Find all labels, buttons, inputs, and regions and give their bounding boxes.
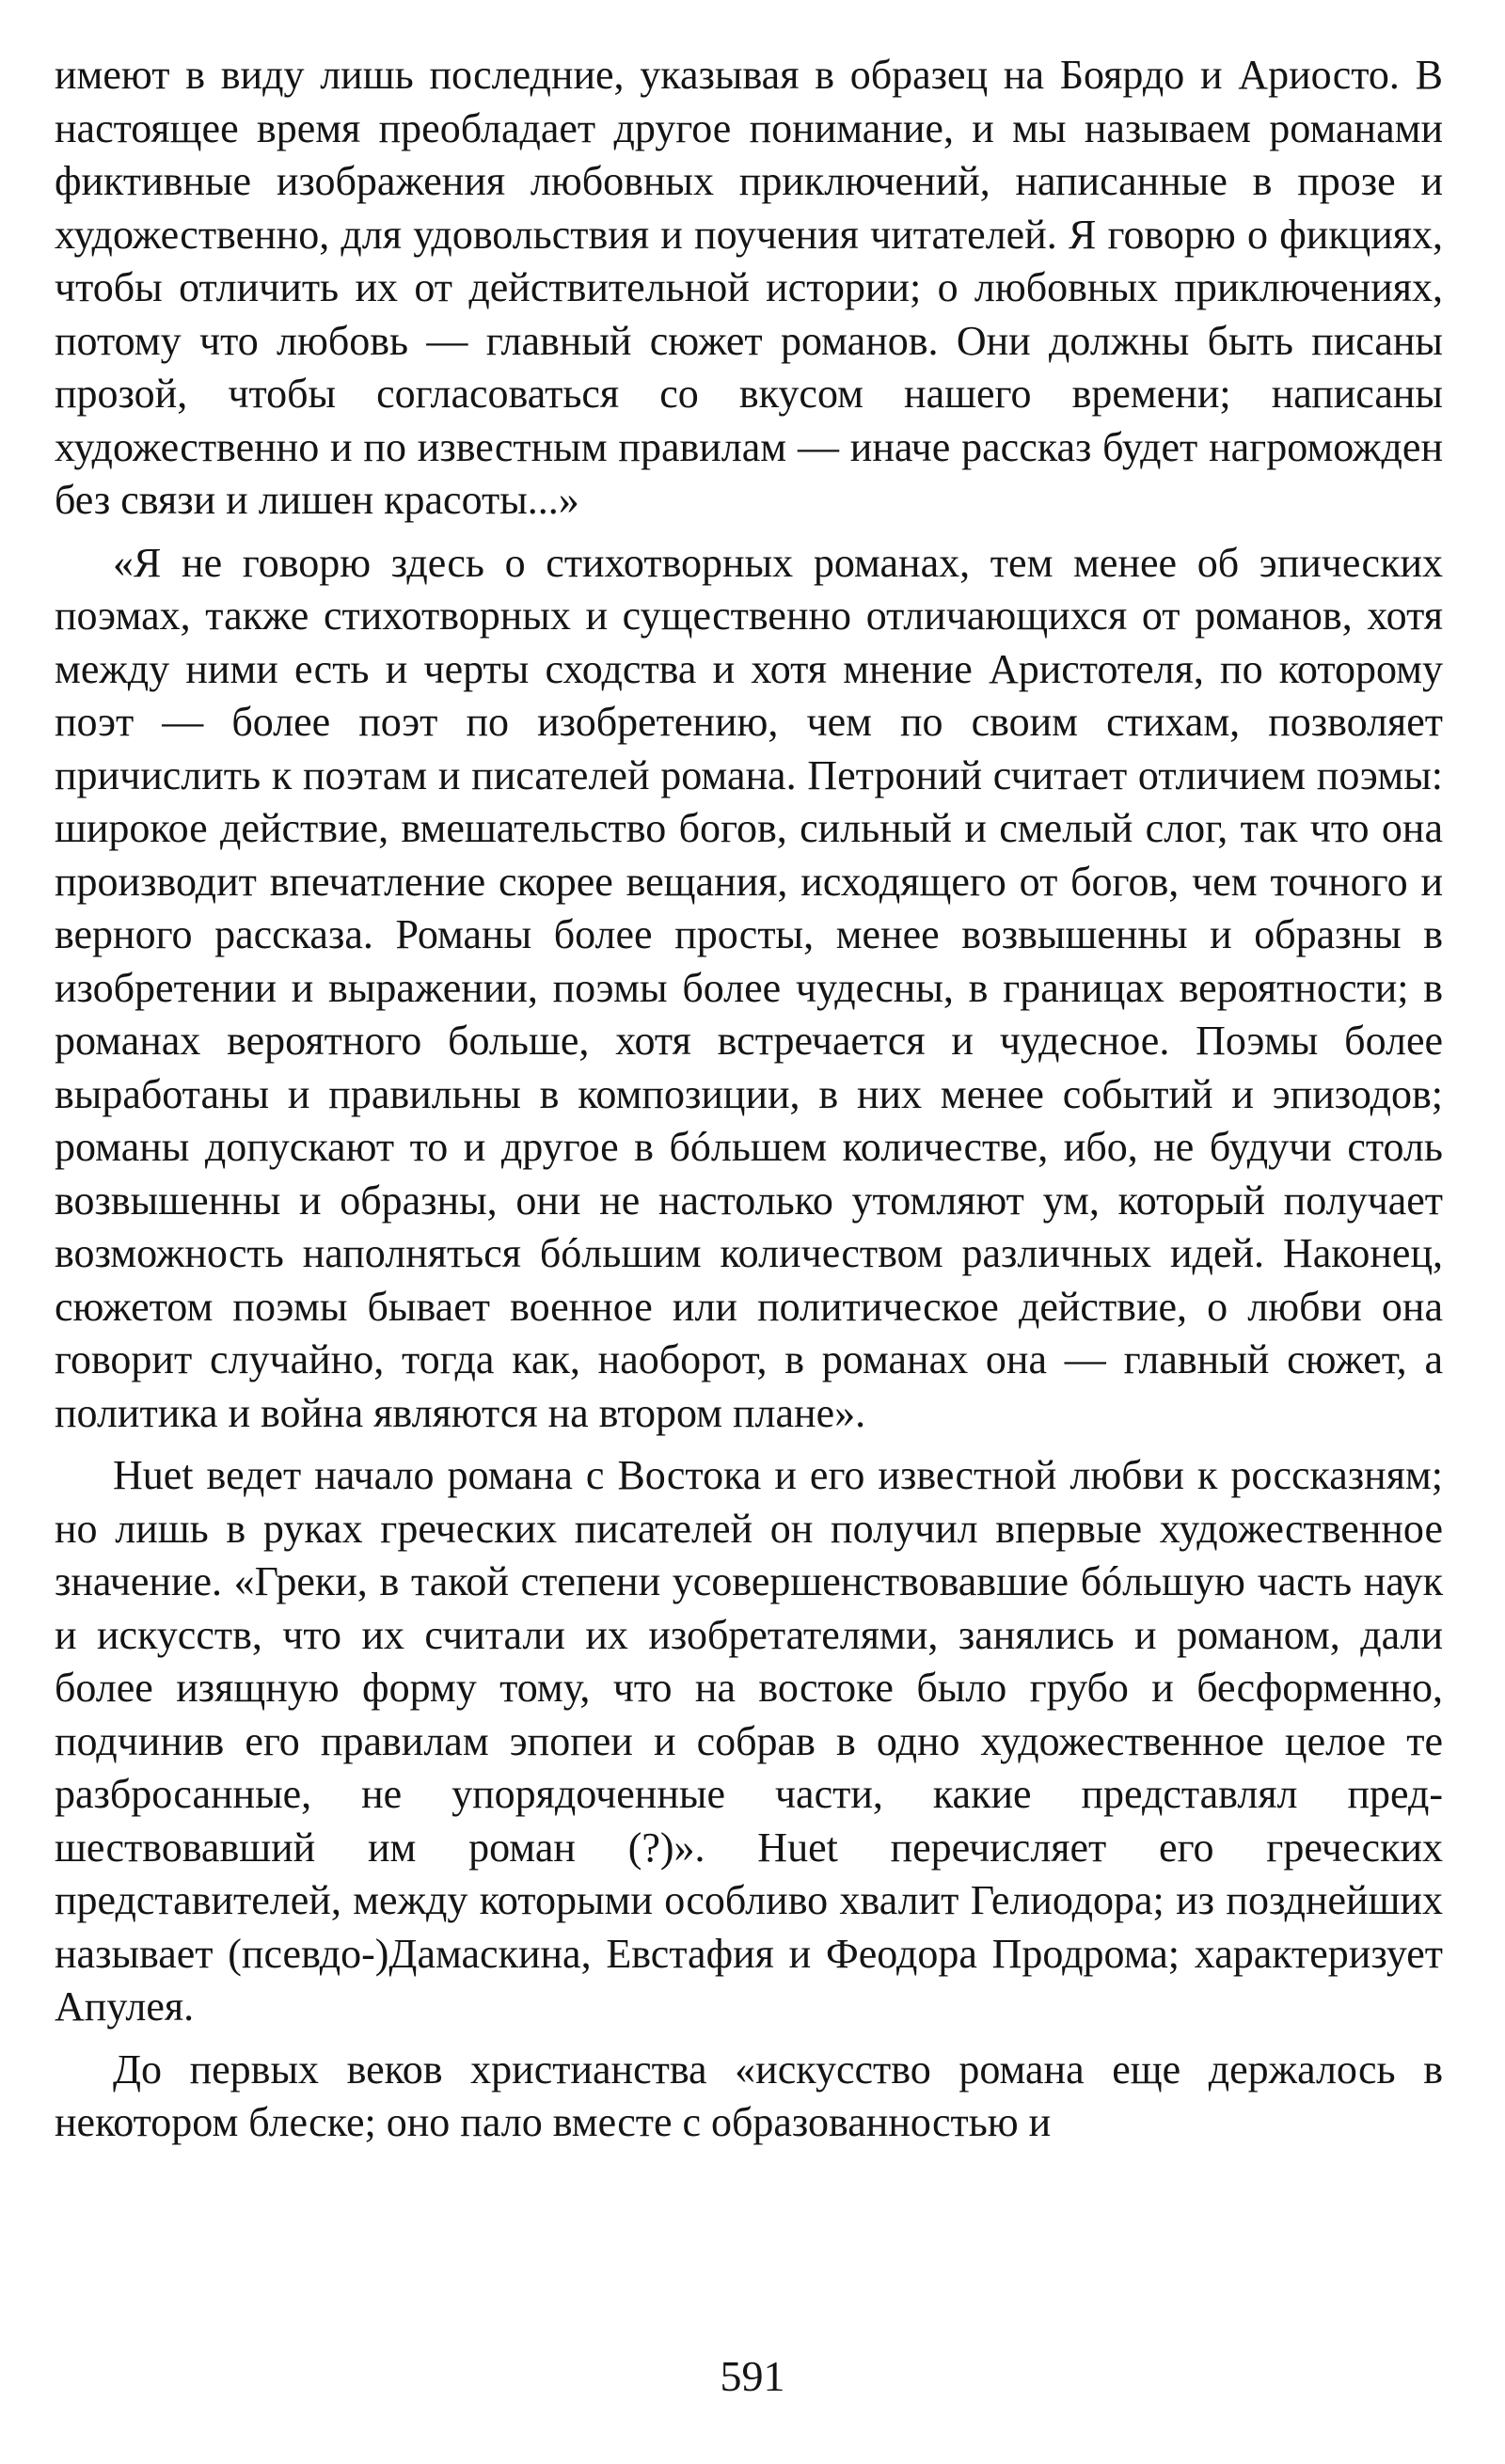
page-number: 591 xyxy=(720,2352,785,2400)
paragraph-4: До первых веков христианства «искусство романа еще держалось в некотором блеске; оно пало вместе с образованностью и xyxy=(55,2045,1443,2145)
paragraph-1: имеют в виду лишь последние, указывая в образец на Боярдо и Ариосто. В настоящее время преобладает другое понимание, и мы называем романами фиктивные изображения любовных приключений, написанные в прозе и художественно, для удовольствия и поучения читателей. Я говорю о фикциях, чтобы отличить их от действительной истории; о любовных приключениях, потому что любовь — главный сюжет романов. Они должны быть писаны прозой, чтобы согласоваться со вкусом нашего времени; написаны художественно и по известным правилам — иначе рассказ будет нагроможден без связи и лишен красоты...» xyxy=(55,52,1443,523)
paragraph-3: Huet ведет начало романа с Востока и его известной любви к россказням; но лишь в руках греческих писателей он получил впервые художественное значение. «Греки, в такой степени усовершенствовавшие бóльшую часть наук и искусств, что их считали их изобретателями, занялись и романом, дали более изящную форму тому, что на востоке было грубо и бесформенно, подчинив его правилам эпопеи и собрав в одно художественное целое те разбросанные, не упорядоченные части, какие представлял предшествовавший им роман (?)». Huet перечисляет его греческих представителей, между которыми особливо хвалит Гелиодора; из позднейших называет (псевдо-)Дамаскина, Евстафия и Феодора Продрома; характеризует Апулея. xyxy=(55,1452,1443,2030)
paragraph-2: «Я не говорю здесь о стихотворных романах, тем менее об эпических поэмах, также стихотворных и существенно отличающихся от романов, хотя между ними есть и черты сходства и хотя мнение Аристотеля, по которому поэт — более поэт по изобретению, чем по своим стихам, позволяет причислить к поэтам и писателей романа. Петроний считает отличием поэмы: широкое действие, вмешательство богов, сильный и смелый слог, так что она производит впечатление скорее вещания, исходящего от богов, чем точного и верного рассказа. Романы более просты, менее возвышенны и образны в изобретении и выражении, поэмы более чудесны, в границах вероятности; в романах вероятного больше, хотя встречается и чудесное. Поэмы более выработаны и правильны в композиции, в них менее событий и эпизодов; романы допускают то и другое в бóльшем количестве, ибо, не будучи столь возвышенны и образны, они не настолько утомляют ум, который получает возможность наполняться бóльшим количеством различных идей. Наконец, сюжетом поэмы бывает военное или политическое действие, о любви она говорит случайно, тогда как, наоборот, в романах она — главный сюжет, а политика и война являются на втором плане». xyxy=(55,539,1443,1436)
document-page xyxy=(55,49,1443,2159)
